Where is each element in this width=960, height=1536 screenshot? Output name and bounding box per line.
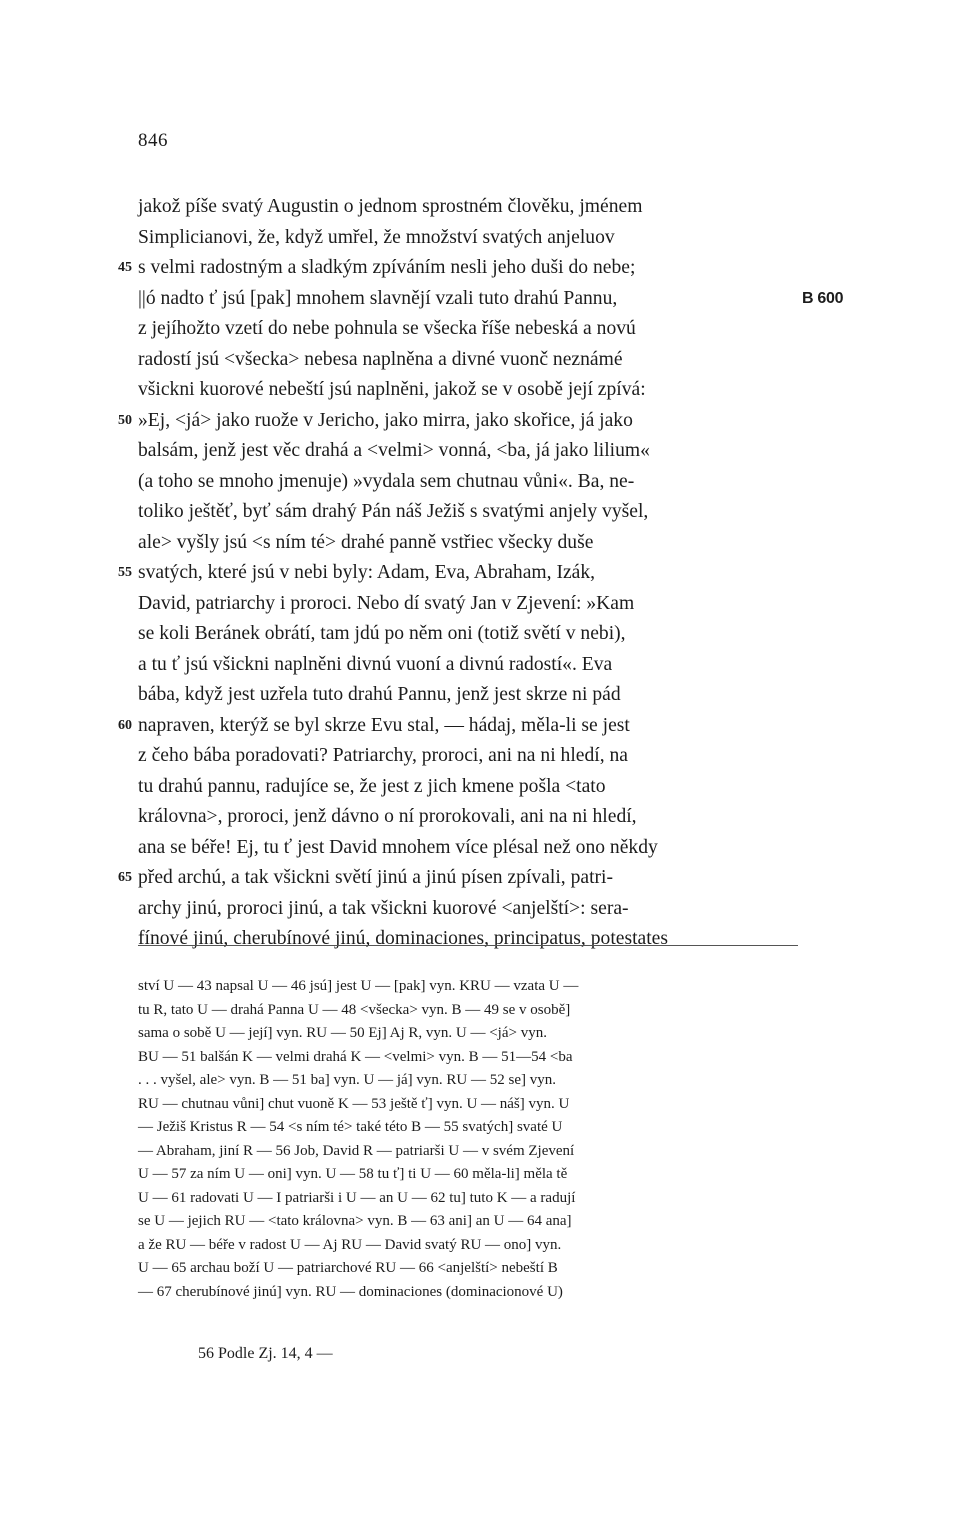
- apparatus-line: RU — chutnau vůni] chut vuoně K — 53 ještě ť] vyn. U — náš] vyn. U: [138, 1095, 570, 1112]
- page-number: 846: [138, 130, 168, 151]
- text-line: [138, 924, 798, 955]
- line-number-marker: 65: [118, 870, 132, 885]
- line-text: bába, když jest uzřela tuto drahú Pannu, jenž jest skrze ni pád: [138, 684, 621, 705]
- apparatus-line: BU — 51 balšán K — velmi drahá K — <velmi> vyn. B — 51—54 <ba: [138, 1048, 573, 1065]
- line-text: fínové jinú, cherubínové jinú, dominaciones, principatus, potestates: [138, 928, 668, 949]
- text-line: [118, 711, 798, 742]
- apparatus-line: sama o sobě U — její] vyn. RU — 50 Ej] Aj R, vyn. U — <já> vyn.: [138, 1025, 547, 1041]
- text-line: [138, 497, 798, 528]
- text-line: [138, 619, 798, 650]
- biblical-reference-footnote: 56 Podle Zj. 14, 4 —: [198, 1345, 333, 1362]
- apparatus-line: U — 57 za ním U — oni] vyn. U — 58 tu ť] ti U — 60 měla-li] měla tě: [138, 1166, 568, 1182]
- text-line: [138, 741, 798, 772]
- apparatus-line: U — 61 radovati U — I patriarši i U — an U — 62 tu] tuto K — a radují: [138, 1189, 576, 1206]
- line-text: David, patriarchy i proroci. Nebo dí svatý Jan v Zjevení: »Kam: [138, 592, 635, 614]
- text-line: [118, 558, 798, 589]
- line-text: jakož píše svatý Augustin o jednom sprostném člověku, jménem: [138, 196, 643, 217]
- apparatus-line: ství U — 43 napsal U — 46 jsú] jest U — [pak] vyn. KRU — vzata U —: [138, 978, 579, 994]
- main-text: [118, 192, 844, 955]
- line-text: Simplicianovi, že, když umřel, že množství svatých anjeluov: [138, 226, 615, 248]
- footnote-divider: [138, 945, 798, 946]
- line-text: balsám, jenž jest věc drahá a <velmi> vonná, <ba, já jako lilium«: [138, 440, 650, 461]
- line-number-marker: 60: [118, 717, 132, 733]
- text-line: [138, 345, 798, 376]
- line-number-marker: 50: [118, 412, 132, 428]
- line-text: radostí jsú <všecka> nebesa naplněna a divné vuonč neznámé: [138, 348, 623, 370]
- apparatus-line: tu R, tato U — drahá Panna U — 48 <všecka> vyn. B — 49 se v osobě]: [138, 1001, 571, 1018]
- text-line: [118, 406, 798, 437]
- line-text: z čeho bába poradovati? Patriarchy, proroci, ani na ni hledí, na: [138, 745, 629, 766]
- apparatus-line: U — 65 archau boží U — patriarchové RU — 66 <anjelští> nebeští B: [138, 1260, 558, 1276]
- text-line: [138, 894, 798, 925]
- line-text: toliko ještěť, byť sám drahý Pán náš Ježiš s svatými anjely vyšel,: [138, 501, 649, 522]
- text-line: [118, 863, 798, 894]
- text-line: [138, 680, 798, 711]
- text-line: [138, 650, 798, 681]
- apparatus-line: se U — jejich RU — <tato královna> vyn. B — 63 ani] an U — 64 ana]: [138, 1213, 572, 1229]
- line-text: tu drahú pannu, radujíce se, že jest z jich kmene pošla <tato: [138, 775, 606, 797]
- apparatus-line: . . . vyšel, ale> vyn. B — 51 ba] vyn. U — já] vyn. RU — 52 se] vyn.: [138, 1072, 556, 1088]
- line-text: napraven, kterýž se byl skrze Evu stal, — hádaj, měla-li se jest: [138, 714, 630, 736]
- text-line: [118, 253, 798, 284]
- text-line: [138, 223, 798, 254]
- line-text: ana se béře! Ej, tu ť jest David mnohem více plésal než ono někdy: [138, 836, 658, 858]
- text-line: [138, 528, 798, 559]
- text-line: [138, 192, 798, 223]
- line-text: svatých, které jsú v nebi byly: Adam, Eva, Abraham, Izák,: [138, 562, 596, 583]
- line-text: všickni kuorové nebeští jsú naplněni, jakož se v osobě její zpívá:: [138, 379, 646, 400]
- line-text: se koli Beránek obrátí, tam jdú po něm oni (totiž světí v nebi),: [138, 623, 626, 644]
- line-text: »Ej, <já> jako ruože v Jericho, jako mirra, jako skořice, já jako: [138, 409, 633, 431]
- line-text: ale> vyšly jsú <s ním té> drahé panně vstřiec všecky duše: [138, 531, 594, 553]
- line-number-marker: 45: [118, 260, 132, 275]
- text-line: [138, 436, 798, 467]
- line-number-marker: 55: [118, 565, 132, 580]
- text-line: [138, 284, 844, 315]
- line-text: s velmi radostným a sladkým zpíváním nesli jeho duši do nebe;: [138, 257, 636, 278]
- line-text: (a toho se mnoho jmenuje) »vydala sem chutnau vůni«. Ba, ne-: [138, 470, 635, 492]
- line-text: královna>, proroci, jenž dávno o ní prorokovali, ani na ni hledí,: [138, 806, 637, 827]
- apparatus-line: — Ježiš Kristus R — 54 <s ním té> také této B — 55 svatých] svaté U: [138, 1119, 563, 1135]
- apparatus-line: a že RU — béře v radost U — Aj RU — David svatý RU — ono] vyn.: [138, 1236, 562, 1253]
- text-line: [138, 833, 798, 864]
- manuscript-folio-reference: B 600: [802, 289, 844, 307]
- critical-apparatus: [138, 975, 798, 1304]
- apparatus-line: — Abraham, jiní R — 56 Job, David R — patriarši U — v svém Zjevení: [138, 1142, 575, 1159]
- line-text: a tu ť jsú všickni naplněni divnú vuoní a divnú radostí«. Eva: [138, 653, 613, 675]
- line-text: z jejíhožto vzetí do nebe pohnula se všecka říše nebeská a novú: [138, 318, 636, 339]
- text-line: [138, 802, 798, 833]
- apparatus-line: — 67 cherubínové jinú] vyn. RU — dominaciones (dominacionové U): [138, 1283, 563, 1300]
- line-text: před archú, a tak všickni světí jinú a jinú písen zpívali, patri-: [138, 867, 614, 888]
- text-line: [138, 314, 798, 345]
- text-line: [138, 589, 798, 620]
- text-line: [138, 375, 798, 406]
- line-text: ||ó nadto ť jsú [pak] mnohem slavnějí vzali tuto drahú Pannu,: [138, 287, 618, 309]
- line-text: archy jinú, proroci jinú, a tak všickni kuorové <anjelští>: sera-: [138, 897, 629, 919]
- text-line: [138, 772, 798, 803]
- text-line: [138, 467, 798, 498]
